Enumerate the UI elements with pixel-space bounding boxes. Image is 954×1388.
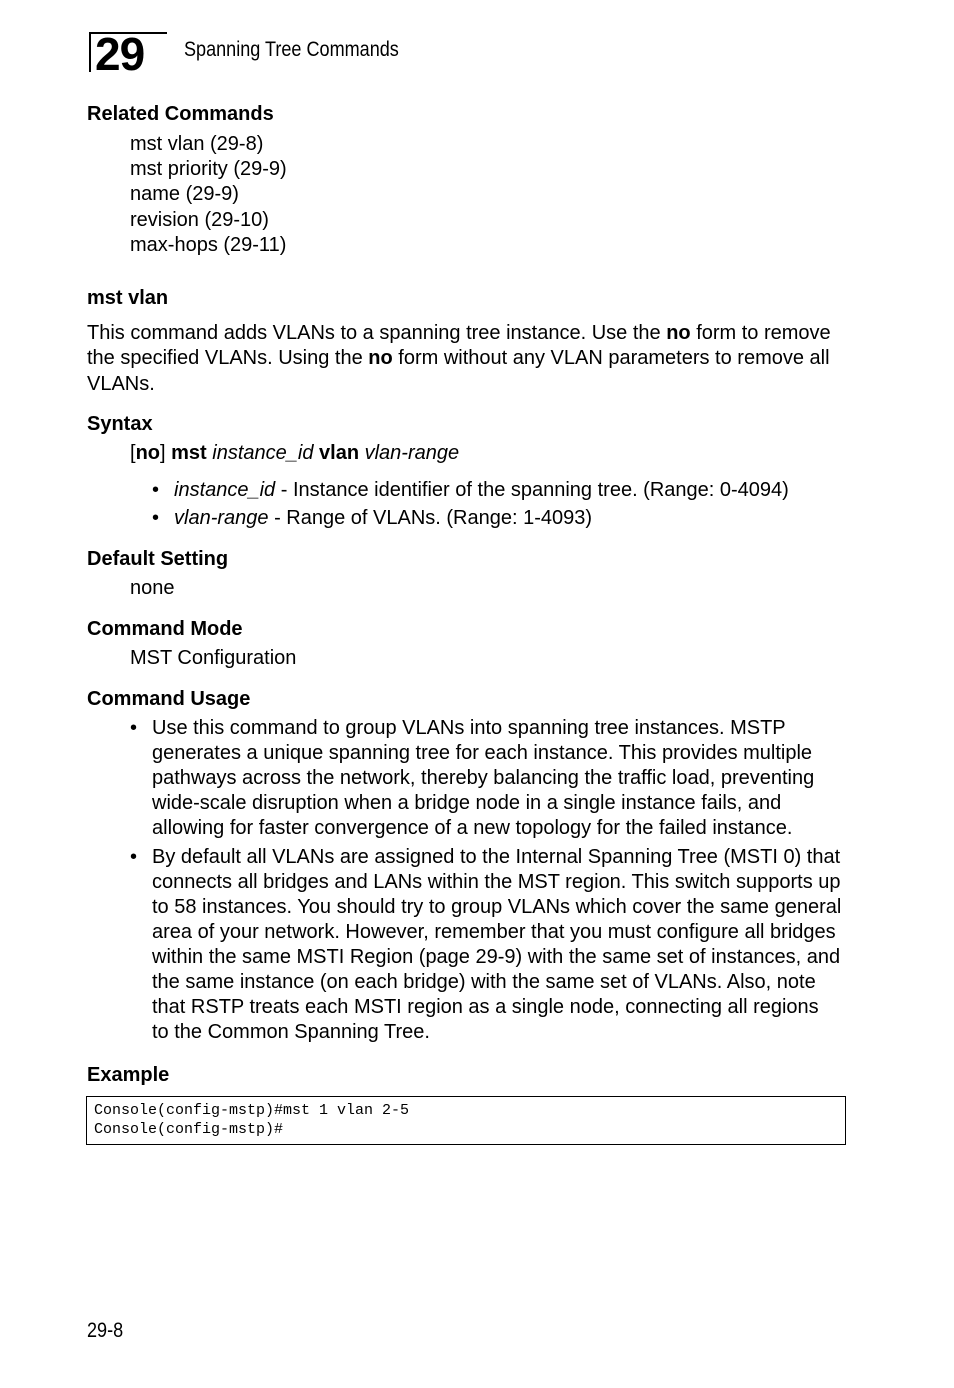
- code-example: Console(config-mstp)#mst 1 vlan 2-5 Console(config-mstp)#: [86, 1096, 846, 1145]
- related-item[interactable]: mst priority (29-9): [130, 158, 287, 180]
- no-keyword: no: [666, 322, 691, 344]
- command-description: This command adds VLANs to a spanning tree instance. Use the no form to remove: [87, 322, 831, 344]
- command-description: VLANs.: [87, 373, 155, 395]
- bullet-icon: •: [130, 846, 138, 868]
- example-heading: Example: [87, 1064, 170, 1086]
- command-usage-heading: Command Usage: [87, 688, 251, 710]
- chapter-number: 29: [89, 32, 167, 72]
- command-title: mst vlan: [87, 287, 169, 309]
- chapter-title: Spanning Tree Commands: [184, 38, 399, 61]
- related-item[interactable]: max-hops (29-11): [130, 234, 287, 256]
- related-item[interactable]: name (29-9): [130, 183, 239, 205]
- bullet-icon: •: [152, 507, 160, 529]
- default-setting-value: none: [130, 577, 175, 599]
- command-description: the specified VLANs. Using the no form without any VLAN parameters to remove all: [87, 347, 830, 369]
- command-mode-heading: Command Mode: [87, 618, 243, 640]
- bullet-icon: •: [152, 479, 160, 501]
- related-item[interactable]: revision (29-10): [130, 209, 269, 231]
- page-number: 29-8: [87, 1319, 124, 1342]
- no-keyword: no: [368, 347, 393, 369]
- syntax-line: [no] mst instance_id vlan vlan-range: [130, 442, 460, 464]
- bullet-icon: •: [130, 717, 138, 739]
- command-mode-value: MST Configuration: [130, 647, 297, 669]
- syntax-heading: Syntax: [87, 413, 153, 435]
- related-commands-heading: Related Commands: [87, 103, 274, 125]
- default-setting-heading: Default Setting: [87, 548, 229, 570]
- related-item[interactable]: mst vlan (29-8): [130, 133, 264, 155]
